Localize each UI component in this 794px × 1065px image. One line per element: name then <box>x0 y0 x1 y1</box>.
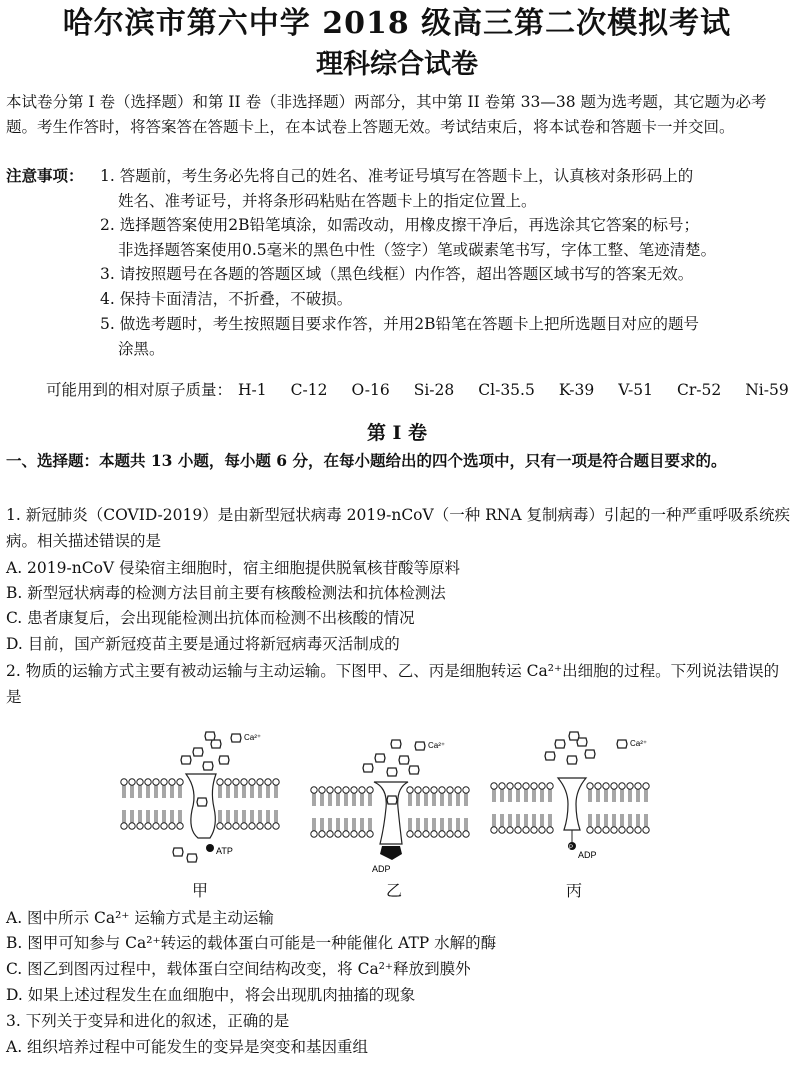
exam-subtitle: 理科综合试卷 <box>316 49 478 80</box>
q1-option-c: C. 患者康复后，会出现能检测出抗体而检测不出核酸的情况 <box>6 609 415 627</box>
exam-title: 哈尔滨市第六中学 2018 级高三第二次模拟考试 <box>62 6 732 41</box>
question-2-stem: 2. 物质的运输方式主要有被动运输与主动运输。下图甲、乙、丙是细胞转运 Ca²⁺出细胞的过程。下列说法错误的是 <box>6 662 780 706</box>
atomic-masses: 可能用到的相对原子质量： H-1 C-12 O-16 Si-28 Cl-35.5 K-39 V-51 Cr-52 Ni-59 <box>46 381 789 399</box>
svg-text:Ca²⁺: Ca²⁺ <box>428 741 446 750</box>
q2-option-a: A. 图中所示 Ca²⁺ 运输方式是主动运输 <box>6 909 274 927</box>
svg-text:Ca²⁺: Ca²⁺ <box>630 739 648 748</box>
q2-option-b: B. 图甲可知参与 Ca²⁺转运的载体蛋白可能是一种能催化 ATP 水解的酶 <box>6 934 497 952</box>
panel-jia <box>121 732 279 862</box>
note-item: 2. 选择题答案使用2B铅笔填涂，如需改动，用橡皮擦干净后，再选涂其它答案的标号； 非选择题答案使用0.5毫米的黑色中性（签字）笔或碳素笔书写，字体工整、笔迹清楚。 <box>100 216 717 259</box>
panel-bing <box>491 732 649 860</box>
membrane-transport-figure <box>120 730 720 900</box>
part-one-heading: 一、选择题：本题共 13 小题，每小题 6 分，在每小题给出的四个选项中，只有一项是符合题目要求的。 <box>6 451 727 470</box>
panel-yi <box>311 740 469 874</box>
q2-option-c: C. 图乙到图丙过程中，载体蛋白空间结构改变，将 Ca²⁺释放到膜外 <box>6 960 471 978</box>
note-item: 1. 答题前，考生务必先将自己的姓名、准考证号填写在答题卡上，认真核对条形码上的 姓名、准考证号，并将条形码粘贴在答题卡上的指定位置上。 <box>100 167 694 210</box>
q2-option-d: D. 如果上述过程发生在血细胞中，将会出现肌肉抽搐的现象 <box>6 986 416 1004</box>
svg-text:ADP: ADP <box>372 864 391 874</box>
section-title: 第 I 卷 <box>366 422 428 444</box>
svg-text:P: P <box>569 845 574 851</box>
note-item: 5. 做选考题时，考生按照题目要求作答，并用2B铅笔在答题卡上把所选题目对应的题号 涂黑。 <box>100 315 699 358</box>
note-item: 4. 保持卡面清洁，不折叠，不破损。 <box>100 290 353 308</box>
notes-label: 注意事项： <box>6 166 84 185</box>
q3-option-a: A. 组织培养过程中可能发生的变异是突变和基因重组 <box>6 1038 369 1056</box>
svg-text:Ca²⁺: Ca²⁺ <box>244 733 262 742</box>
intro-paragraph: 本试卷分第 I 卷（选择题）和第 II 卷（非选择题）两部分，其中第 II 卷第 33—38 题为选考题，其它题为必考题。考生作答时，将答案答在答题卡上，在本试卷上答题无效。考试结束后，将本试卷和答题卡一并交回。 <box>6 93 767 136</box>
note-item: 3. 请按照题号在各题的答题区域（黑色线框）内作答，超出答题区域书写的答案无效。 <box>100 265 694 283</box>
q1-option-d: D. 目前，国产新冠疫苗主要是通过将新冠病毒灭活制成的 <box>6 635 400 653</box>
q1-option-b: B. 新型冠状病毒的检测方法目前主要有核酸检测法和抗体检测法 <box>6 584 446 602</box>
svg-text:ADP: ADP <box>578 850 597 860</box>
q1-option-a: A. 2019-nCoV 侵染宿主细胞时，宿主细胞提供脱氧核苷酸等原料 <box>6 559 461 577</box>
question-3-stem: 3. 下列关于变异和进化的叙述，正确的是 <box>6 1012 290 1030</box>
svg-text:ATP: ATP <box>216 846 233 856</box>
figure-label-bing: 丙 <box>566 881 583 900</box>
question-1-stem: 1. 新冠肺炎（COVID-2019）是由新型冠状病毒 2019-nCoV（一种 RNA 复制病毒）引起的一种严重呼吸系统疾病。相关描述错误的是 <box>6 506 790 550</box>
figure-label-jia: 甲 <box>192 881 209 900</box>
figure-label-yi: 乙 <box>386 881 403 900</box>
